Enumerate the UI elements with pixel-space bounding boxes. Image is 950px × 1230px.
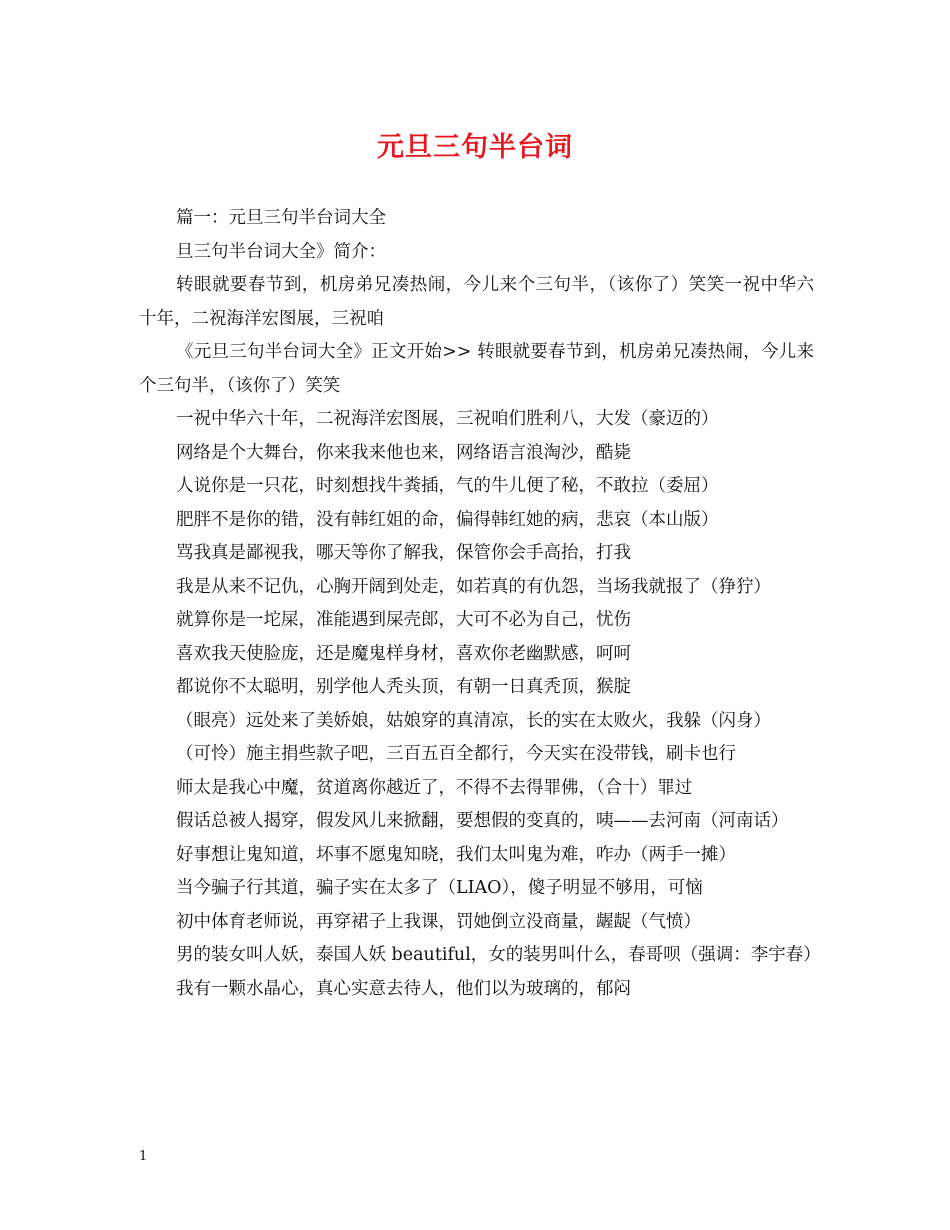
paragraph-10: 我是从来不记仇，心胸开阔到处走，如若真的有仇怨，当场我就报了（狰狞）	[176, 576, 771, 597]
document-body	[139, 202, 821, 1006]
paragraph-7: 人说你是一只花，时刻想找牛粪插，气的牛儿便了秘，不敢拉（委屈）	[176, 476, 719, 496]
paragraph-13: 都说你不太聪明，别学他人秃头顶，有朝一日真秃顶，猴腚	[176, 677, 631, 697]
page-number: 1	[139, 1149, 148, 1164]
paragraph-2: 旦三句半台词大全》简介：	[176, 241, 386, 262]
paragraph-4: 《元旦三句半台词大全》正文开始>> 转眼就要春节到，机房弟兄凑热闹，今儿来个三句半，（该你了）笑笑	[139, 342, 814, 396]
paragraph-5: 一祝中华六十年，二祝海洋宏图展，三祝咱们胜利八，大发（豪迈的）	[176, 409, 719, 429]
paragraph-16: 师太是我心中魔，贫道离你越近了，不得不去得罪佛，（合十）罪过	[176, 777, 693, 798]
paragraph-1: 篇一：元旦三句半台词大全	[176, 208, 386, 228]
paragraph-18: 好事想让鬼知道，坏事不愿鬼知晓，我们太叫鬼为难，咋办（两手一摊）	[176, 844, 736, 865]
paragraph-20: 初中体育老师说，再穿裙子上我课，罚她倒立没商量，龌龊（气愤）	[176, 911, 701, 932]
paragraph-22: 我有一颗水晶心，真心实意去待人，他们以为玻璃的，郁闷	[176, 978, 631, 999]
paragraph-9: 骂我真是鄙视我，哪天等你了解我，保管你会手高抬，打我	[176, 543, 631, 563]
paragraph-6: 网络是个大舞台，你来我来他也来，网络语言浪淘沙，酷毙	[176, 442, 631, 463]
paragraph-17: 假话总被人揭穿，假发风儿来掀翻，要想假的变真的，咦——去河南（河南话）	[176, 811, 789, 831]
paragraph-21: 男的装女叫人妖，泰国人妖 beautiful，女的装男叫什么，春哥呗（强调：李宇春）	[176, 945, 821, 965]
document-title: 元旦三句半台词	[377, 132, 573, 163]
paragraph-3: 转眼就要春节到，机房弟兄凑热闹，今儿来个三句半，（该你了）笑笑一祝中华六十年，二祝海洋宏图展，三祝咱	[139, 275, 814, 329]
paragraph-19: 当今骗子行其道，骗子实在太多了（LIAO），傻子明显不够用，可恼	[176, 878, 703, 898]
paragraph-14: （眼亮）远处来了美娇娘，姑娘穿的真清凉，长的实在太败火，我躲（闪身）	[176, 710, 771, 731]
paragraph-15: （可怜）施主捐些款子吧，三百五百全都行，今天实在没带钱，刷卡也行	[176, 744, 736, 764]
paragraph-11: 就算你是一坨屎，准能遇到屎壳郎，大可不必为自己，忧伤	[176, 610, 631, 630]
paragraph-8: 肥胖不是你的错，没有韩红姐的命，偏得韩红她的病，悲哀（本山版）	[176, 509, 719, 530]
paragraph-12: 喜欢我天使脸庞，还是魔鬼样身材，喜欢你老幽默感，呵呵	[176, 643, 631, 664]
